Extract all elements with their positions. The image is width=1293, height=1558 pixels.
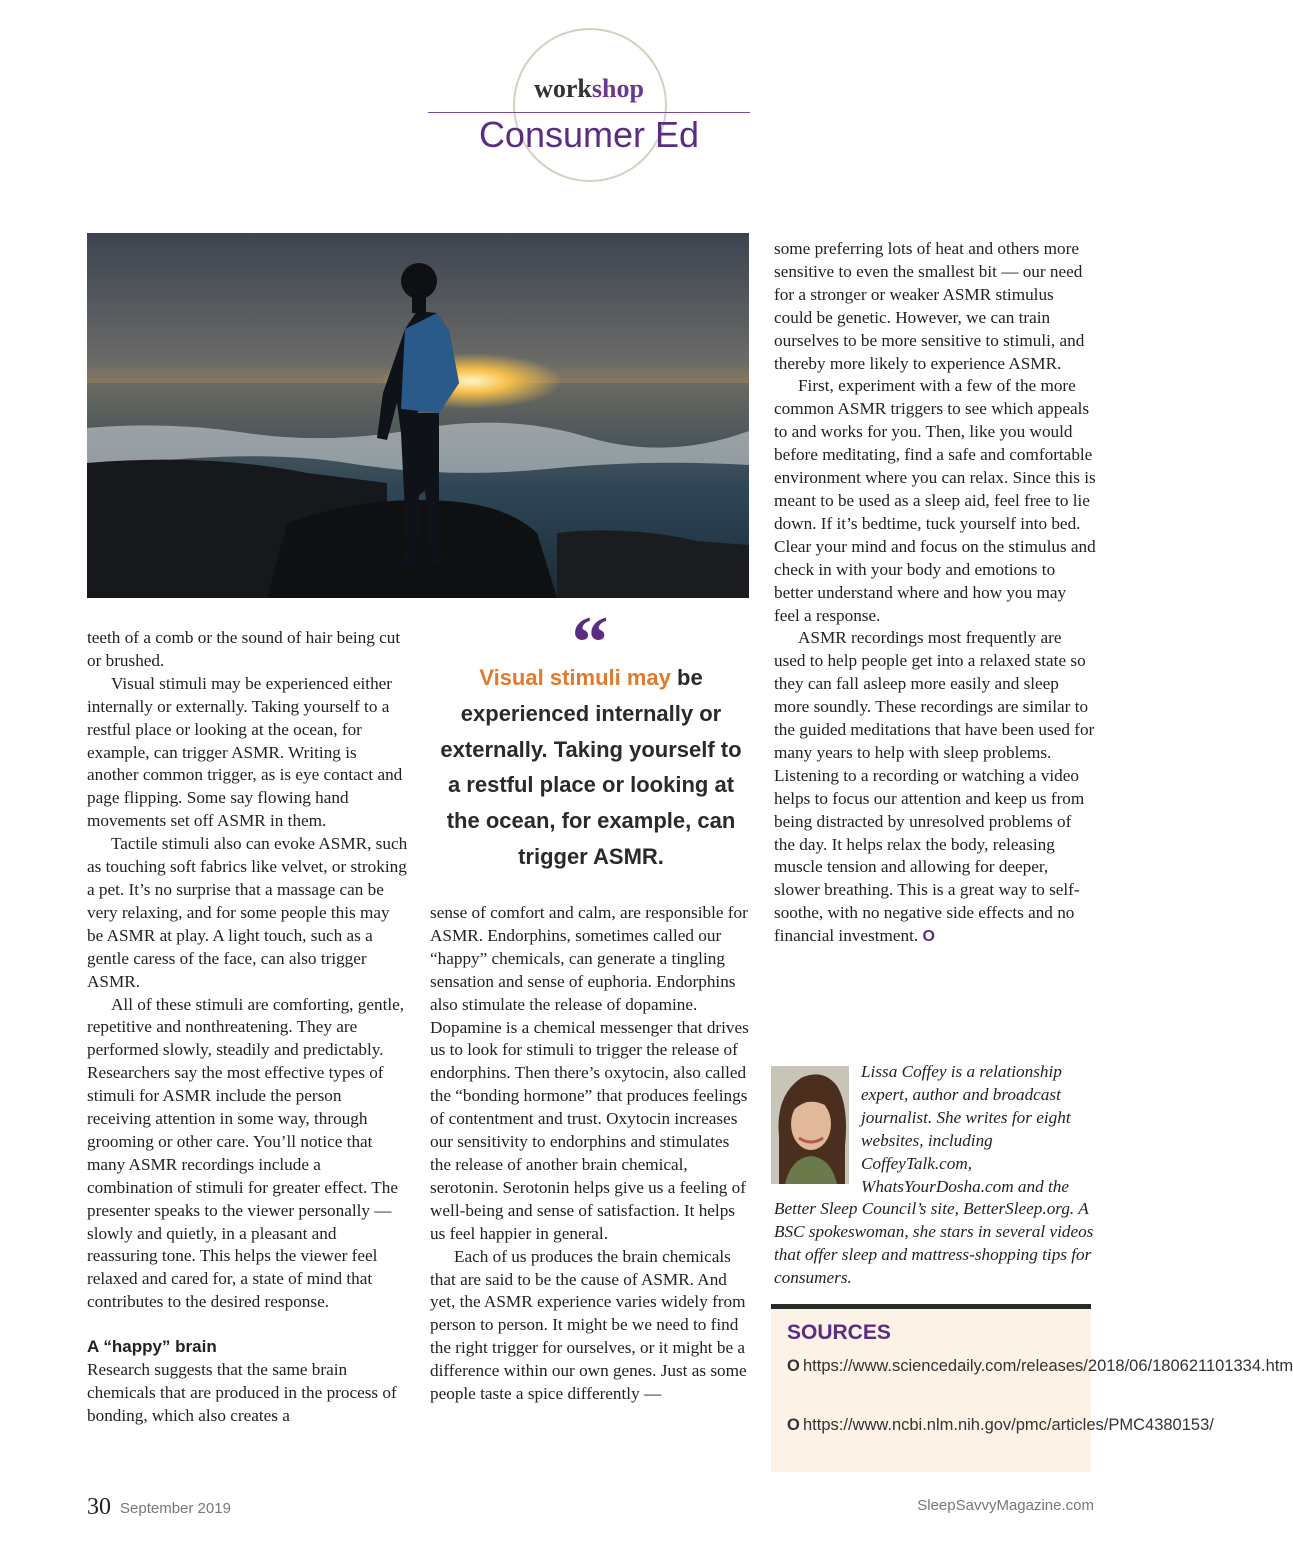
body-paragraph-text: ASMR recordings most frequently are used to help people get into a relaxed state so they can fall asleep more easily and sleep more soundly. These recordings are similar to the guided meditations that have been used for many years to help with sleep problems. Listening to a recording or watching a video helps to focus our attention and keep us from being distracted by unresolved problems of the day. It helps relax the body, releasing muscle tension and allowing for deeper, slower breathing. This is a great way to self-soothe, with no negative side effects and no financial investment. [774, 628, 1095, 946]
magazine-site: SleepSavvyMagazine.com [917, 1497, 1094, 1514]
pull-quote [432, 660, 750, 875]
department-label-part1: work [534, 74, 592, 103]
section-title: Consumer Ed [478, 114, 700, 155]
pull-quote-highlight: Visual stimuli may [479, 665, 671, 690]
body-paragraph: sense of comfort and calm, are responsible for ASMR. Endorphins, sometimes called our “happy” chemicals, can generate a tingling sensation and sense of euphoria. Endorphins also stimulate the release of dopamine. Dopamine is a chemical messenger that drives us to look for stimuli to trigger the release of endorphins. Then there’s oxytocin, also called the “bonding hormone” that produces feelings of contentment and trust. Oxytocin increases our sensitivity to endorphins and stimulates the release of another brain chemical, serotonin. Serotonin helps give us a feeling of well-being and sense of satisfaction. It helps us feel happier in general. [430, 903, 749, 1243]
body-paragraph: Research suggests that the same brain chemicals that are produced in the process of bonding, which also creates a [87, 1360, 397, 1425]
page-number: 30 [87, 1494, 111, 1520]
header-circle-ornament [513, 28, 667, 182]
source-link[interactable]: https://www.sciencedaily.com/releases/2018/06/180621101334.htm [803, 1357, 1293, 1375]
article-column-3 [774, 238, 1096, 949]
bullet-icon: O [787, 1416, 800, 1434]
department-label [428, 74, 750, 104]
body-paragraph: Visual stimuli may be experienced either internally or externally. Taking yourself to a restful place or looking at the ocean, for example, can trigger ASMR. Writing is another common trigger, as is eye contact and page flipping. Some say flowing hand movements set off ASMR in them. [87, 673, 403, 831]
author-bio-text: Lissa Coffey is a relationship expert, author and broadcast journalist. She writes for eight websites, including CoffeyTalk.com, WhatsYourDosha.com and the Better Sleep Council’s site, BetterSleep.org. A BSC spokeswoman, she stars in several videos that offer sleep and mattress-shopping tips for consumers. [774, 1062, 1094, 1288]
author-photo-spacer [774, 1061, 861, 1185]
article-photo-man-at-ocean-sunset [87, 233, 749, 598]
article-column-1 [87, 627, 409, 1428]
body-paragraph: First, experiment with a few of the more common ASMR triggers to see which appeals to and works for you. Then, like you would before meditating, find a safe and comfortable environment where you can relax. Since this is meant to be used as a sleep aid, feel free to lie down. If it’s bedtime, tuck yourself into bed. Clear your mind and focus on the stimulus and check in with your body and emotions to better understand where and how you may feel a response. [774, 376, 1096, 625]
source-link[interactable]: https://www.ncbi.nlm.nih.gov/pmc/articles/PMC4380153/ [803, 1416, 1214, 1434]
pull-quote-text: be experienced internally or externally. Taking yourself to a restful place or looking at the ocean, for example, can trigger ASMR. [440, 665, 742, 869]
sources-title: SOURCES [787, 1321, 891, 1344]
sources-box [771, 1304, 1293, 1472]
body-paragraph: Tactile stimuli also can evoke ASMR, such as touching soft fabrics like velvet, or stroking a pet. It’s no surprise that a massage can be very relaxing, and for some people this may be ASMR at play. A light touch, such as a gentle caress of the face, can also trigger ASMR. [87, 834, 408, 991]
body-paragraph: some preferring lots of heat and others more sensitive to even the smallest bit — our need for a stronger or weaker ASMR stimulus could be genetic. However, we can train ourselves to be more sensitive to stimuli, and thereby more likely to experience ASMR. [774, 239, 1085, 373]
body-paragraph [774, 627, 1096, 949]
author-bio [774, 1061, 1096, 1290]
issue-date: September 2019 [120, 1500, 231, 1517]
department-label-part2: shop [591, 74, 644, 103]
quote-mark-icon: “ [571, 602, 609, 684]
subhead: A “happy” brain [87, 1337, 217, 1357]
source-item [787, 1414, 1214, 1437]
body-paragraph: Each of us produces the brain chemicals that are said to be the cause of ASMR. And yet, the ASMR experience varies widely from person to person. It might be we need to find the right trigger for ourselves, or it might be a difference within our own genes. Just as some people taste a spice differently — [430, 1246, 747, 1404]
body-paragraph: All of these stimuli are comforting, gentle, repetitive and nonthreatening. They are performed slowly, steadily and predictably. Researchers say the most effective types of stimuli for ASMR include the person receiving attention in some way, through grooming or other care. You’ll notice that many ASMR recordings include a combination of stimuli for greater effect. The presenter speaks to the viewer personally — slowly and quietly, in a pleasant and reassuring tone. This helps the viewer feel relaxed and cared for, a state of mind that contributes to the desired response. [87, 994, 405, 1312]
end-mark-icon: O [922, 928, 935, 946]
body-paragraph: teeth of a comb or the sound of hair being cut or brushed. [87, 628, 401, 670]
bullet-icon: O [787, 1357, 800, 1375]
article-column-2 [430, 902, 750, 1406]
header-rule [428, 112, 750, 113]
source-item [787, 1355, 1293, 1378]
